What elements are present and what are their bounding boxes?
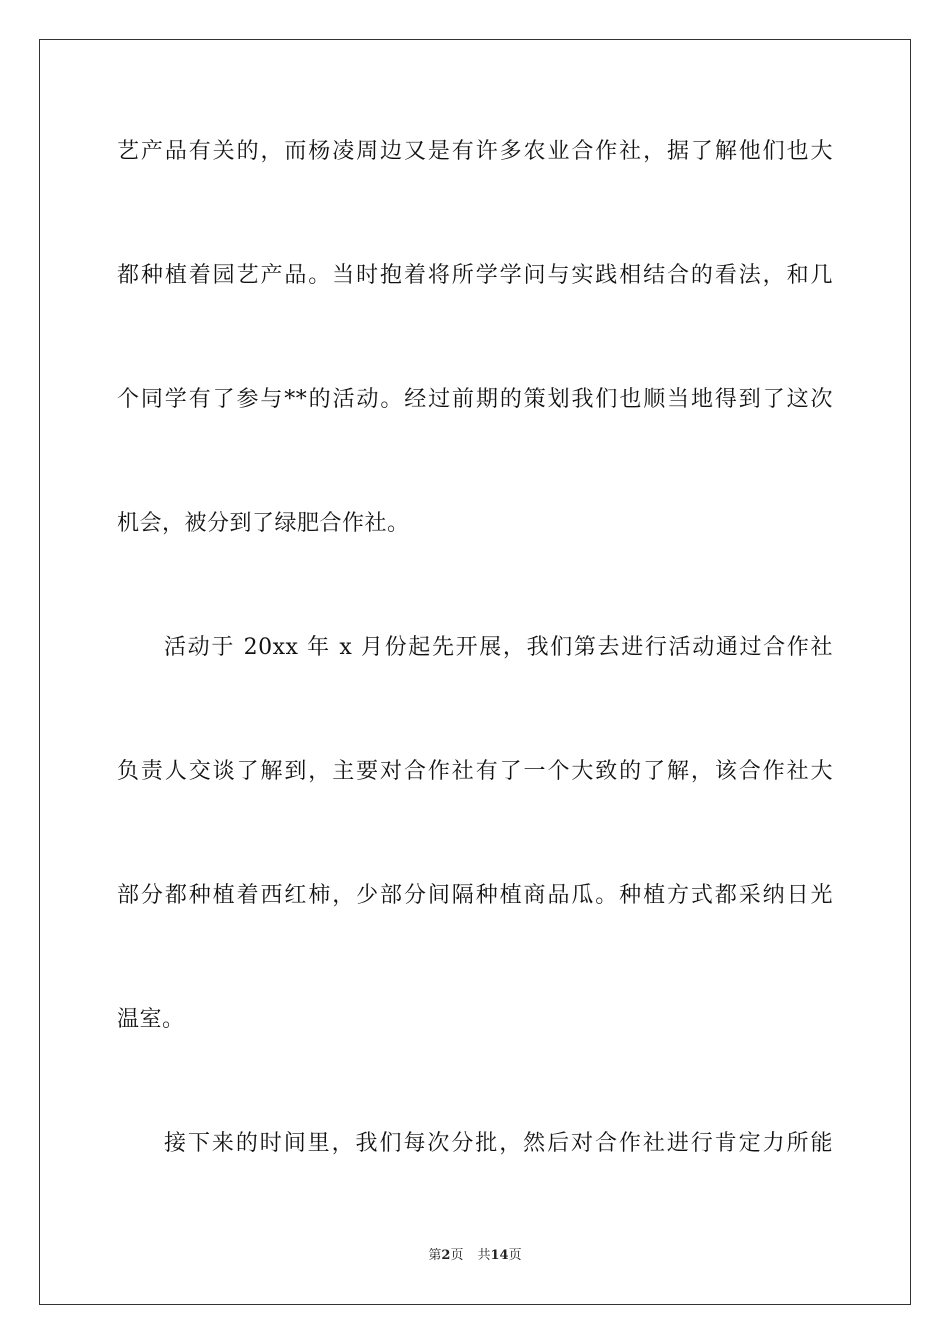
page-suffix: 页 (450, 1248, 464, 1263)
total-pages: 14 (490, 1248, 509, 1263)
text-line: 温室。 (117, 1007, 185, 1032)
text-line: 机会，被分到了绿肥合作社。 (117, 511, 410, 536)
text-line: 个同学有了参与**的活动。经过前期的策划我们也顺当地得到了这次 (117, 387, 833, 412)
total-prefix: 共 (477, 1248, 491, 1263)
page-footer (0, 1246, 950, 1266)
total-suffix: 页 (508, 1248, 522, 1263)
paragraph-start-line: 接下来的时间里，我们每次分批，然后对合作社进行肯定力所能 (164, 1131, 833, 1156)
text-line: 部分都种植着西红柿，少部分间隔种植商品瓜。种植方式都采纳日光 (117, 883, 833, 908)
page-frame (39, 39, 911, 1305)
text-line: 都种植着园艺产品。当时抱着将所学学问与实践相结合的看法，和几 (117, 263, 833, 288)
page-prefix: 第 (428, 1248, 442, 1263)
page-number: 2 (441, 1248, 451, 1263)
text-line: 负责人交谈了解到，主要对合作社有了一个大致的了解，该合作社大 (117, 759, 833, 784)
text-line: 艺产品有关的，而杨凌周边又是有许多农业合作社，据了解他们也大 (117, 139, 833, 164)
paragraph-start-line: 活动于 20xx 年 x 月份起先开展，我们第去进行活动通过合作社 (164, 635, 833, 660)
